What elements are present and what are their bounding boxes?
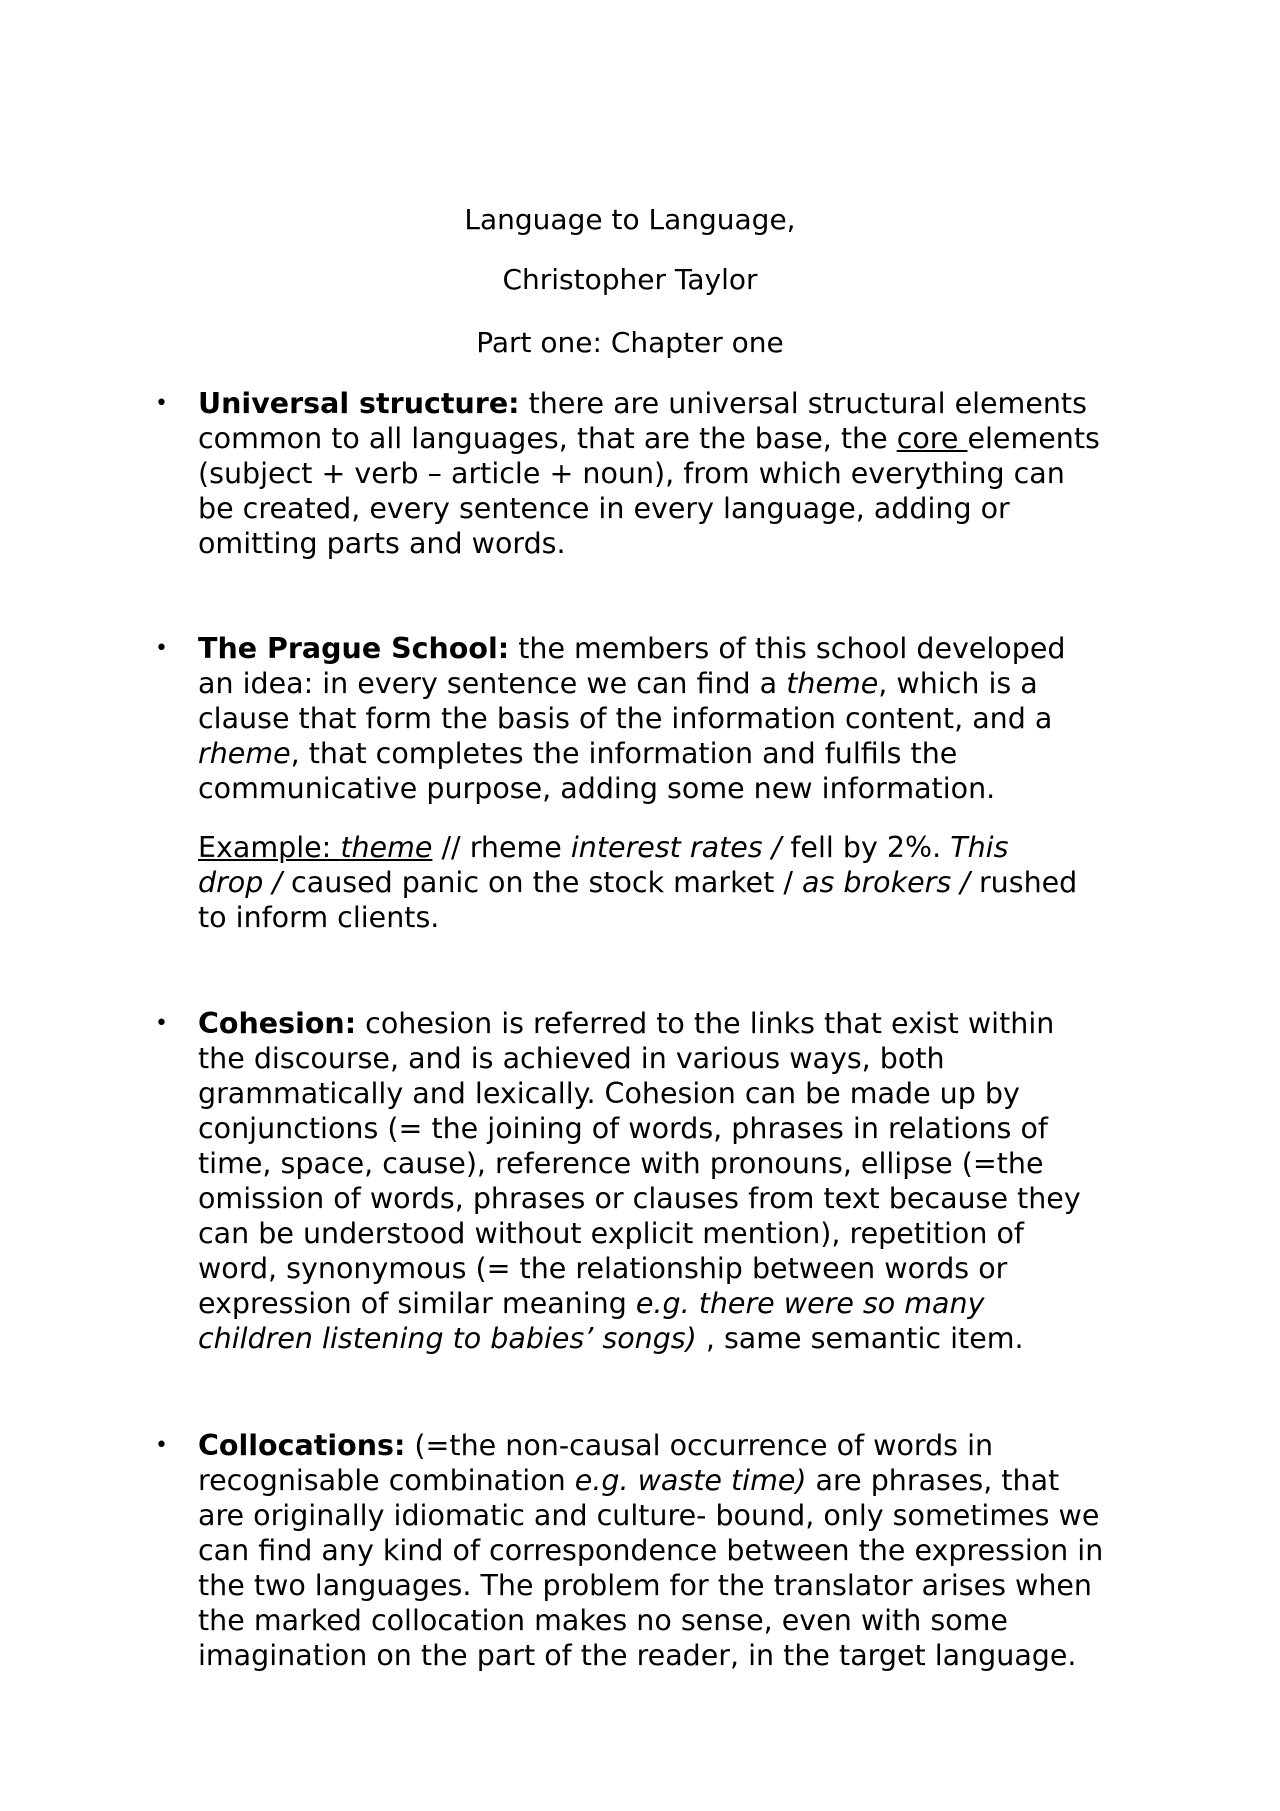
bullet-icon: • [155, 1011, 168, 1036]
section-collocations-text: Collocations: (=the non-causal occurrence of words in recognisable combination e.g. waste time) are phrases, that are originally idiomatic and culture- bound, only sometimes we can find any kind of correspondence between the expression in the two languages. The problem for the translator arises when the marked collocation makes no sense, even with some imagination on the part of the reader, in the target language. [198, 1429, 1104, 1672]
term-collocations: Collocations: [198, 1429, 406, 1462]
document-title: Language to Language, [464, 203, 796, 236]
bullet-icon: • [155, 391, 168, 416]
prague-example [198, 830, 1158, 935]
bullet-icon: • [155, 1433, 168, 1458]
section-cohesion [155, 1006, 1165, 1356]
example-label: Example: theme [198, 831, 433, 864]
section-cohesion-text: Cohesion: cohesion is referred to the links that exist within the discourse, and is achieved in various ways, both grammatically and lexically. Cohesion can be made up by conjunctions (= the joining of words, phrases in relations of time, space, cause), reference with pronouns, ellipse (=the omission of words, phrases or clauses from text because they can be understood without explicit mention), repetition of word, synonymous (= the relationship between words or expression of similar meaning e.g. there were so many children listening to babies’ songs) , same semantic item. [198, 1007, 1081, 1355]
term-cohesion: Cohesion: [198, 1007, 357, 1040]
section-prague-school [155, 631, 1165, 806]
document-part: Part one: Chapter one [476, 326, 784, 359]
underlined-core: core [896, 422, 968, 455]
section-collocations [155, 1428, 1165, 1673]
document-author: Christopher Taylor [502, 263, 758, 296]
section-universal-structure [155, 386, 1165, 561]
section-universal-text: Universal structure: there are universal structural elements common to all languages, that are the base, the core elements (subject + verb – article + noun), from which everything can be created, every sentence in every language, adding or omitting parts and words. [198, 387, 1100, 560]
section-prague-text: The Prague School: the members of this school developed an idea: in every sentence we can find a theme, which is a clause that form the basis of the information content, and a rheme, that completes the information and fulfils the communicative purpose, adding some new information. [198, 632, 1066, 805]
bullet-icon: • [155, 636, 168, 661]
term-prague-school: The Prague School: [198, 632, 510, 665]
prague-example-text: Example: theme // rheme interest rates / fell by 2%. This drop / caused panic on the stock market / as brokers / rushed to inform clients. [198, 831, 1078, 934]
term-universal-structure: Universal structure: [198, 387, 520, 420]
